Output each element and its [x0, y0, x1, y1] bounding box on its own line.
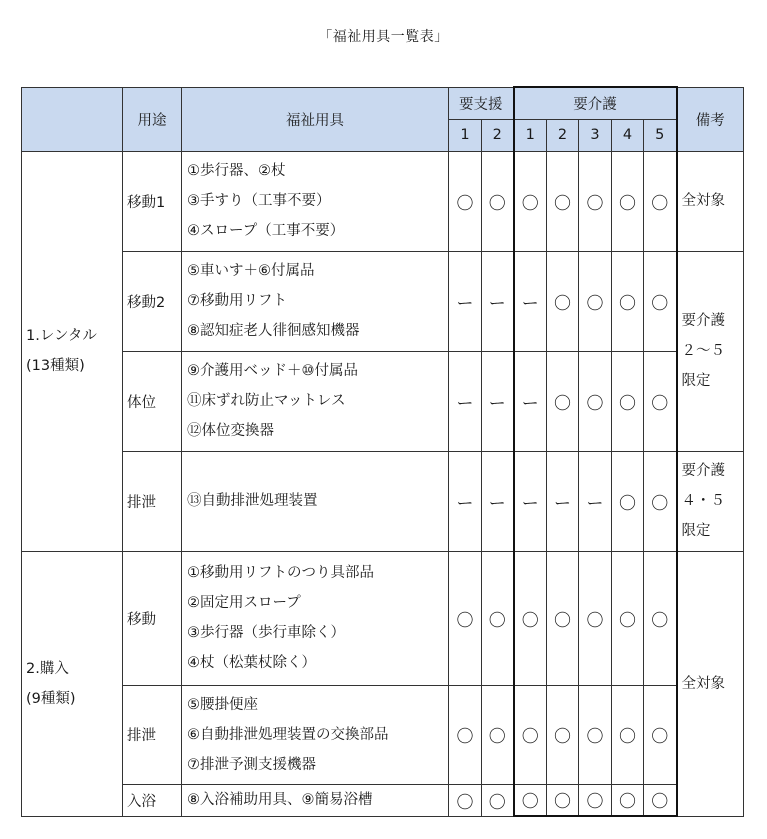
mark-cell: 〇 [644, 685, 677, 784]
header-care-level: 4 [612, 119, 644, 151]
mark-cell: 〇 [612, 685, 644, 784]
mark-cell: 〇 [449, 784, 482, 816]
item-line: ⑨介護用ベッド＋⑩付属品 [187, 363, 358, 379]
item-line: ④杖（松葉杖除く） [187, 655, 316, 671]
header-support-level: 1 [449, 119, 482, 151]
item-line: ③歩行器（歩行車除く） [187, 625, 345, 641]
note-line: ２～５ [681, 343, 725, 359]
note-line: ４・５ [681, 493, 725, 509]
mark-cell: ー [514, 251, 547, 351]
header-care: 要介護 [514, 87, 677, 119]
mark-cell: 〇 [644, 551, 677, 685]
items-cell [182, 351, 449, 451]
page-title: 「福祉用具一覧表」 [318, 29, 449, 45]
note-line: 限定 [681, 523, 711, 539]
mark-cell: ー [514, 451, 547, 551]
mark-cell: 〇 [514, 551, 547, 685]
note-line: 要介護 [681, 313, 725, 329]
mark-cell: 〇 [579, 251, 612, 351]
mark-cell: 〇 [579, 151, 612, 251]
mark-cell: 〇 [644, 351, 677, 451]
note-cell: 全対象 [677, 551, 744, 816]
item-line: ⑦排泄予測支援機器 [187, 756, 316, 773]
use-cell: 入浴 [123, 784, 182, 816]
item-line: ⑥自動排泄処理装置の交換部品 [187, 726, 389, 743]
header-care-level: 5 [644, 119, 677, 151]
items-cell [182, 784, 449, 816]
header-equipment: 福祉用具 [182, 87, 449, 151]
item-line: ⑫体位変換器 [187, 423, 274, 439]
mark-cell: 〇 [482, 551, 514, 685]
category-count: (13種類) [26, 358, 85, 374]
note-cell: 全対象 [677, 151, 744, 251]
mark-cell: 〇 [547, 784, 579, 816]
table-row [22, 451, 744, 551]
item-line: ⑤車いす＋⑥付属品 [187, 263, 315, 279]
mark-cell: ー [449, 351, 482, 451]
header-care-level: 1 [514, 119, 547, 151]
mark-cell: 〇 [482, 784, 514, 816]
mark-cell: 〇 [547, 551, 579, 685]
use-cell: 排泄 [123, 685, 182, 784]
category-purchase [22, 551, 123, 816]
item-line: ①歩行器、②杖 [187, 163, 286, 179]
note-cell [677, 451, 744, 551]
item-line: ⑤腰掛便座 [187, 696, 258, 713]
mark-cell: ー [482, 251, 514, 351]
use-cell: 移動 [123, 551, 182, 685]
mark-cell: ー [449, 251, 482, 351]
mark-cell: 〇 [579, 784, 612, 816]
category-label: 2.購入 [26, 660, 69, 677]
mark-cell: 〇 [579, 351, 612, 451]
item-line: ④スロープ（工事不要） [187, 223, 345, 239]
mark-cell: ー [482, 351, 514, 451]
mark-cell: 〇 [644, 451, 677, 551]
mark-cell: 〇 [449, 151, 482, 251]
mark-cell: 〇 [644, 151, 677, 251]
mark-cell: ー [482, 451, 514, 551]
use-cell: 排泄 [123, 451, 182, 551]
mark-cell: 〇 [547, 351, 579, 451]
item-line: ⑦移動用リフト [187, 293, 287, 309]
mark-cell: 〇 [547, 251, 579, 351]
header-care-level: 3 [579, 119, 612, 151]
item-line: ①移動用リフトのつり具部品 [187, 565, 374, 581]
item-line: ⑪床ずれ防止マットレス [187, 393, 346, 409]
mark-cell: ー [449, 451, 482, 551]
table-row [22, 151, 744, 251]
header-notes: 備考 [677, 87, 744, 151]
item-line: ②固定用スロープ [187, 595, 301, 611]
mark-cell: 〇 [514, 784, 547, 816]
mark-cell: 〇 [547, 151, 579, 251]
items-cell [182, 251, 449, 351]
mark-cell: 〇 [612, 151, 644, 251]
header-category-cell [22, 87, 123, 151]
table-row [22, 685, 744, 784]
items-cell [182, 451, 449, 551]
use-cell: 移動1 [123, 151, 182, 251]
mark-cell: 〇 [449, 685, 482, 784]
mark-cell: ー [579, 451, 612, 551]
header-care-level: 2 [547, 119, 579, 151]
mark-cell: 〇 [612, 551, 644, 685]
category-rental [22, 151, 123, 551]
use-cell: 体位 [123, 351, 182, 451]
items-cell [182, 685, 449, 784]
note-line: 要介護 [681, 463, 725, 479]
mark-cell: 〇 [612, 351, 644, 451]
mark-cell: 〇 [547, 685, 579, 784]
item-line: ③手すり（工事不要） [187, 193, 331, 209]
mark-cell: 〇 [514, 151, 547, 251]
mark-cell: 〇 [449, 551, 482, 685]
mark-cell: 〇 [482, 685, 514, 784]
mark-cell: 〇 [482, 151, 514, 251]
table-row [22, 251, 744, 351]
mark-cell: 〇 [579, 551, 612, 685]
mark-cell: 〇 [579, 685, 612, 784]
header-support-level: 2 [482, 119, 514, 151]
mark-cell: 〇 [612, 251, 644, 351]
mark-cell: ー [514, 351, 547, 451]
category-count: (9種類) [26, 690, 76, 707]
use-cell: 移動2 [123, 251, 182, 351]
mark-cell: 〇 [644, 784, 677, 816]
note-cell [677, 251, 744, 451]
mark-cell: 〇 [644, 251, 677, 351]
header-support: 要支援 [449, 87, 514, 119]
table-row [22, 351, 744, 451]
mark-cell: 〇 [612, 451, 644, 551]
item-line: ⑧入浴補助用具、⑨簡易浴槽 [187, 792, 373, 808]
header-use: 用途 [123, 87, 182, 151]
mark-cell: 〇 [612, 784, 644, 816]
mark-cell: ー [547, 451, 579, 551]
category-label: 1.レンタル [26, 328, 97, 344]
items-cell [182, 151, 449, 251]
mark-cell: 〇 [514, 685, 547, 784]
welfare-equipment-table [21, 86, 744, 817]
item-line: ⑬自動排泄処理装置 [187, 493, 318, 509]
table-row [22, 551, 744, 685]
note-line: 限定 [681, 373, 711, 389]
item-line: ⑧認知症老人徘徊感知機器 [187, 323, 360, 339]
table-row [22, 784, 744, 816]
items-cell [182, 551, 449, 685]
